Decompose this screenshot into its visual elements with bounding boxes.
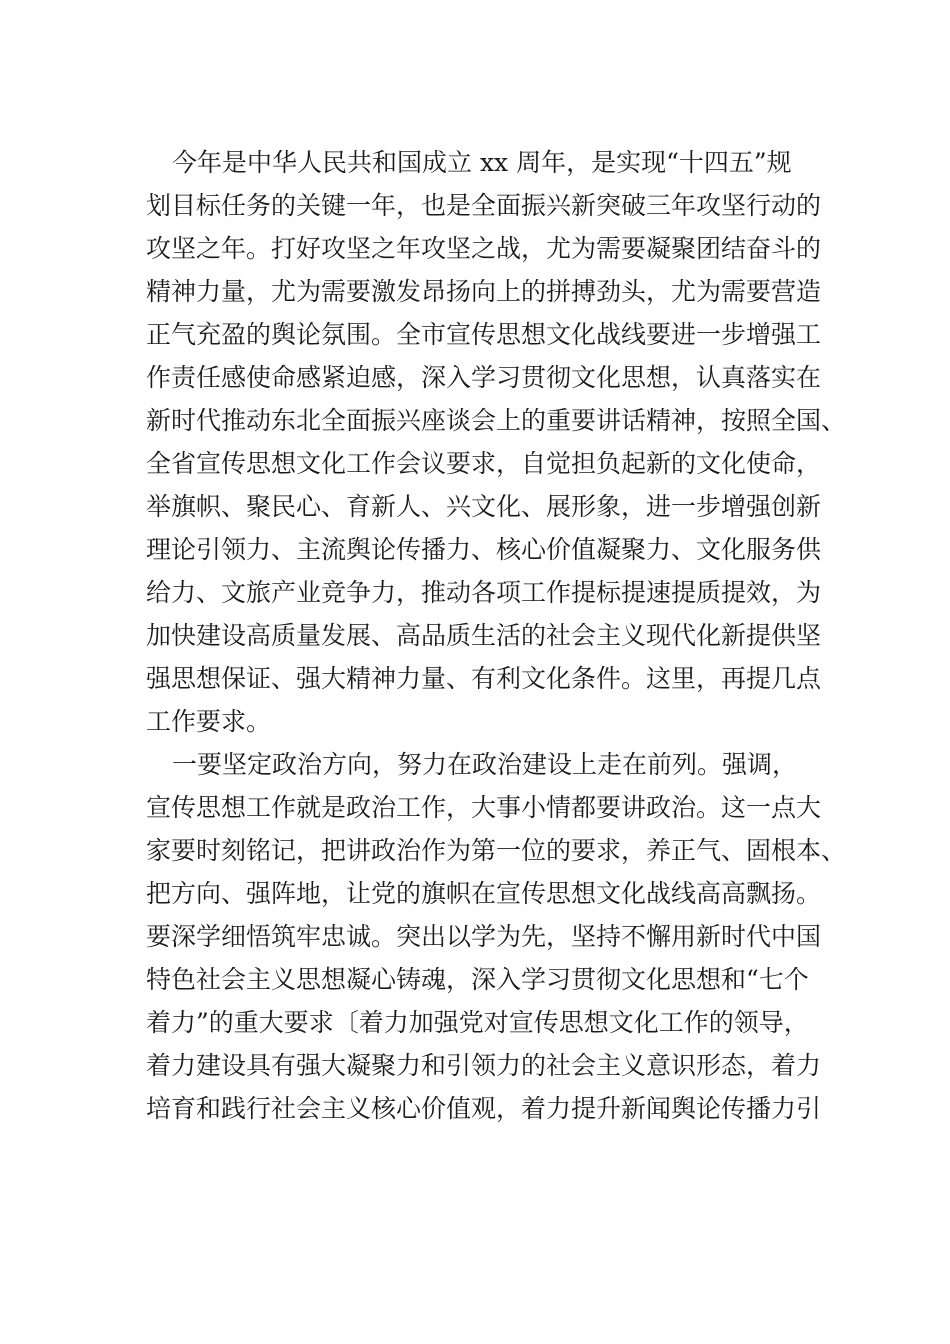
- text-line: 划目标任务的关键一年，也是全面振兴新突破三年攻坚行动的: [146, 191, 822, 220]
- text-line: 理论引领力、主流舆论传播力、核心价值凝聚力、文化服务供: [146, 535, 822, 564]
- text-line: 把方向、强阵地，让党的旗帜在宣传思想文化战线高高飘扬。: [146, 879, 822, 908]
- text-line: 加快建设高质量发展、高品质生活的社会主义现代化新提供坚: [146, 621, 822, 650]
- text-line: 要深学细悟筑牢忠诚。突出以学为先，坚持不懈用新时代中国: [146, 922, 822, 951]
- text-line: 全省宣传思想文化工作会议要求，自觉担负起新的文化使命，: [146, 449, 822, 478]
- text-line: 精神力量，尤为需要激发昂扬向上的拼搏劲头，尤为需要营造: [146, 277, 822, 306]
- text-line: 今年是中华人民共和国成立 xx 周年，是实现“十四五”规: [172, 148, 792, 177]
- text-line: 给力、文旅产业竞争力，推动各项工作提标提速提质提效，为: [146, 578, 822, 607]
- text-line: 培育和践行社会主义核心价值观，着力提升新闻舆论传播力引: [146, 1094, 822, 1123]
- text-line: 工作要求。: [146, 707, 272, 736]
- text-line: 着力”的重大要求〔着力加强党对宣传思想文化工作的领导，: [146, 1008, 809, 1037]
- text-line: 家要时刻铭记，把讲政治作为第一位的要求，养正气、固根本、: [146, 836, 847, 865]
- text-line: 举旗帜、聚民心、育新人、兴文化、展形象，进一步增强创新: [146, 492, 822, 521]
- text-line: 宣传思想工作就是政治工作，大事小情都要讲政治。这一点大: [146, 793, 822, 822]
- text-line: 特色社会主义思想凝心铸魂，深入学习贯彻文化思想和“七个: [146, 965, 809, 994]
- text-line: 攻坚之年。打好攻坚之年攻坚之战，尤为需要凝聚团结奋斗的: [146, 234, 822, 263]
- text-line: 正气充盈的舆论氛围。全市宣传思想文化战线要进一步增强工: [146, 320, 822, 349]
- text-line: 强思想保证、强大精神力量、有利文化条件。这里，再提几点: [146, 664, 822, 693]
- text-line: 一要坚定政治方向，努力在政治建设上走在前列。强调，: [172, 750, 798, 779]
- text-line: 着力建设具有强大凝聚力和引领力的社会主义意识形态，着力: [146, 1051, 822, 1080]
- text-line: 新时代推动东北全面振兴座谈会上的重要讲话精神，按照全国、: [146, 406, 847, 435]
- text-line: 作责任感使命感紧迫感，深入学习贯彻文化思想，认真落实在: [146, 363, 822, 392]
